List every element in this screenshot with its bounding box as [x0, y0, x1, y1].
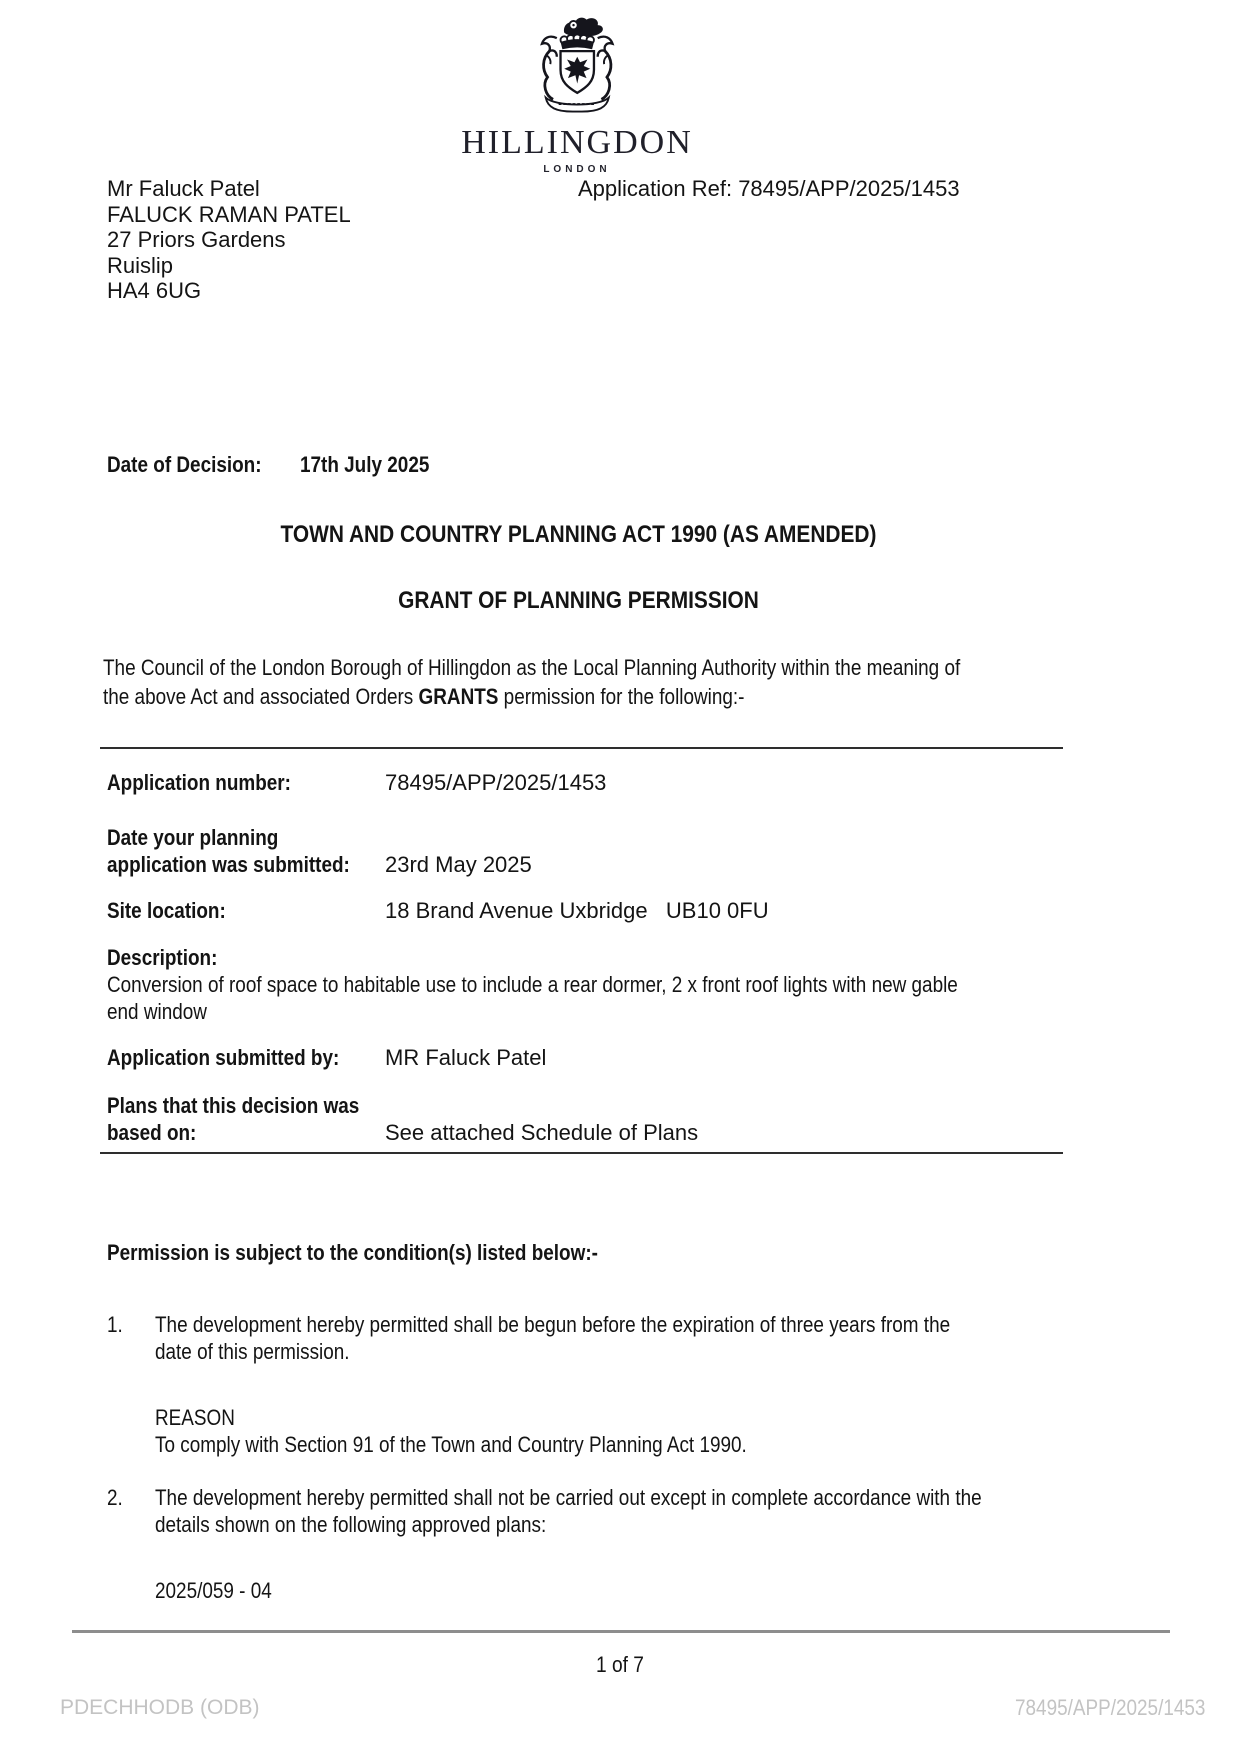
footer-right-code: 78495/APP/2025/1453	[1014, 1695, 1205, 1720]
condition-2-line-1: The development hereby permitted shall not be carried out except in complete accordance with the	[155, 1485, 982, 1510]
site-location-value: 18 Brand Avenue Uxbridge UB10 0FU	[385, 898, 769, 923]
details-bottom-rule	[100, 1152, 1063, 1154]
recipient-street: 27 Priors Gardens	[107, 227, 286, 252]
intro-line-2-post: permission for the following:-	[498, 684, 745, 709]
recipient-address	[107, 176, 351, 304]
application-number-label: Application number:	[107, 770, 291, 795]
logo-subtitle: LONDON	[543, 164, 611, 175]
condition-2-plan-ref: 2025/059 - 04	[155, 1578, 272, 1603]
date-submitted-label-line1: Date your planning	[107, 825, 279, 850]
condition-1-reason-text: To comply with Section 91 of the Town and Country Planning Act 1990.	[155, 1432, 747, 1457]
site-location-label: Site location:	[107, 898, 226, 923]
condition-1-line-2: date of this permission.	[155, 1339, 350, 1364]
condition-1-number: 1.	[107, 1312, 123, 1337]
condition-1-line-1: The development hereby permitted shall be begun before the expiration of three years from the	[155, 1312, 951, 1337]
hillingdon-crest-icon	[521, 14, 633, 118]
application-ref: Application Ref: 78495/APP/2025/1453	[578, 176, 960, 201]
intro-grants-word: GRANTS	[418, 684, 499, 709]
act-heading: TOWN AND COUNTRY PLANNING ACT 1990 (AS AMENDED)	[280, 521, 877, 548]
description-label: Description:	[107, 945, 218, 970]
date-submitted-value: 23rd May 2025	[385, 852, 532, 877]
page-number: 1 of 7	[596, 1652, 644, 1677]
condition-1-reason-label: REASON	[155, 1405, 235, 1430]
intro-line-2	[103, 684, 744, 710]
description-line-2: end window	[107, 999, 207, 1024]
submitted-by-label: Application submitted by:	[107, 1045, 340, 1070]
description-line-1: Conversion of roof space to habitable use to include a rear dormer, 2 x front roof lights with new gable	[107, 972, 958, 997]
conditions-heading: Permission is subject to the condition(s) listed below:-	[107, 1240, 598, 1265]
date-submitted-label-line2: application was submitted:	[107, 852, 350, 877]
grant-heading: GRANT OF PLANNING PERMISSION	[398, 587, 759, 614]
intro-line-2-pre: the above Act and associated Orders	[103, 684, 419, 709]
application-number-value: 78495/APP/2025/1453	[385, 770, 607, 795]
intro-line-1: The Council of the London Borough of Hillingdon as the Local Planning Authority within the meaning of	[103, 655, 961, 680]
decision-date-value: 17th July 2025	[300, 452, 430, 477]
footer-left-code: PDECHHODB (ODB)	[60, 1696, 260, 1719]
hillingdon-logo	[461, 14, 693, 175]
details-top-rule	[100, 747, 1063, 749]
condition-2-number: 2.	[107, 1485, 123, 1510]
logo-title: HILLINGDON	[461, 124, 693, 161]
recipient-postcode: HA4 6UG	[107, 278, 202, 303]
recipient-full-name: FALUCK RAMAN PATEL	[107, 201, 351, 227]
recipient-name: Mr Faluck Patel	[107, 176, 260, 201]
decision-date-label: Date of Decision:	[107, 452, 262, 477]
plans-value: See attached Schedule of Plans	[385, 1120, 699, 1145]
recipient-town: Ruislip	[107, 252, 174, 278]
footer-rule	[72, 1630, 1170, 1633]
plans-label-line2: based on:	[107, 1120, 197, 1145]
submitted-by-value: MR Faluck Patel	[385, 1045, 547, 1070]
plans-label-line1: Plans that this decision was	[107, 1093, 360, 1118]
condition-2-line-2: details shown on the following approved plans:	[155, 1512, 547, 1537]
